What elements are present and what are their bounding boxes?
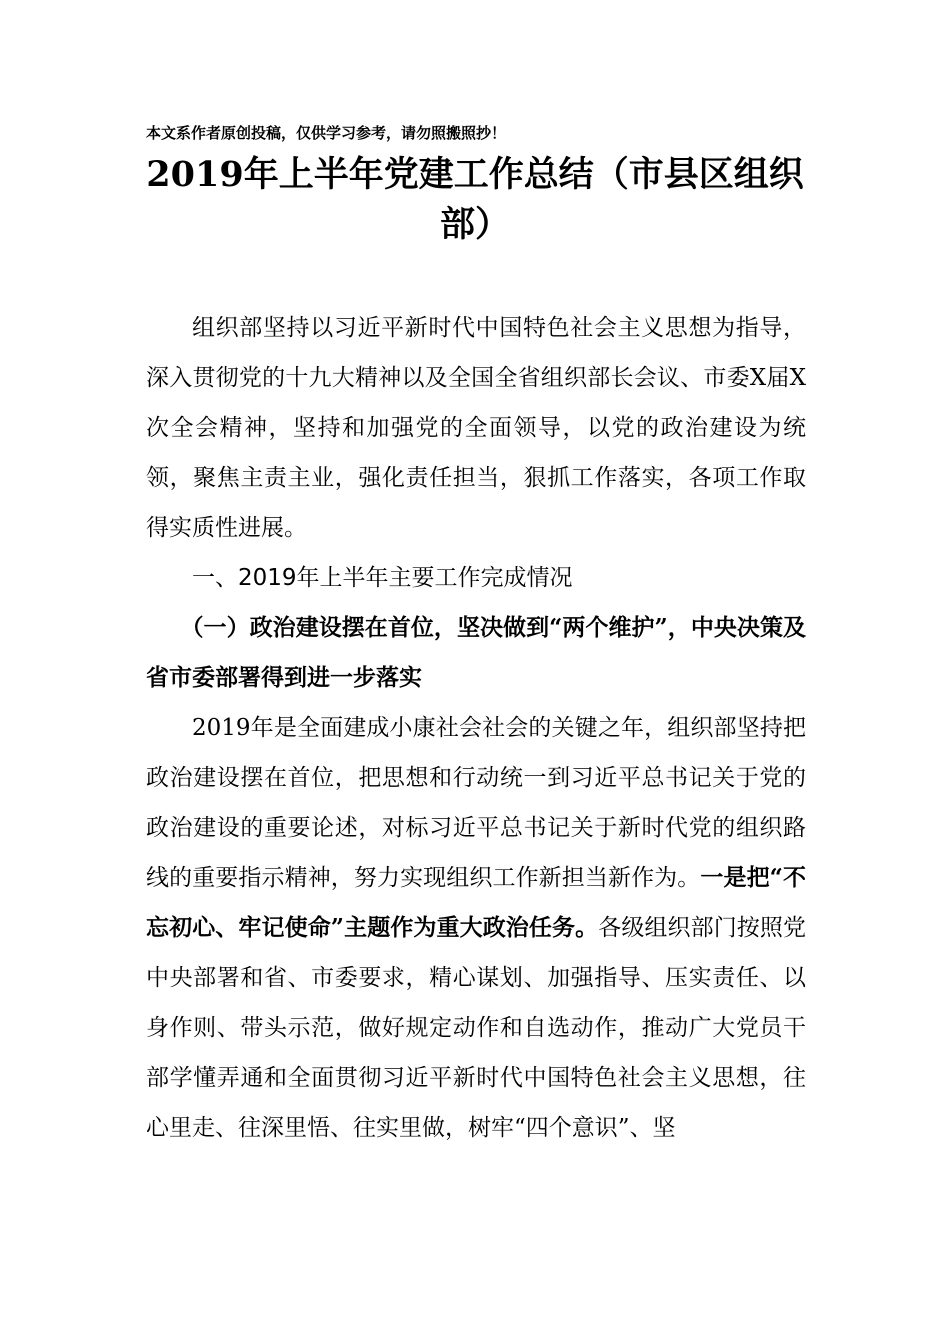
paragraph-text-continued: 各级组织部门按照党中央部署和省、市委要求，精心谋划、加强指导、压实责任、以身作则、带头示范，做好规定动作和自选动作，推动广大党员干部学懂弄通和全面贯彻习近平新时代中国特色社会主义思想，往心里走、往深里悟、往实里做，树牢“四个意识”、坚 <box>146 915 807 1141</box>
document-title: 2019年上半年党建工作总结（市县区组织部） <box>146 154 804 245</box>
body-paragraph <box>146 703 806 1153</box>
document-body <box>146 303 806 1153</box>
copyright-notice: 本文系作者原创投稿，仅供学习参考，请勿照搬照抄！ <box>146 124 507 142</box>
section-heading: 一、2019年上半年主要工作完成情况 <box>192 565 573 591</box>
paragraph-text: 2019年是全面建成小康社会社会的关键之年，组织部坚持把政治建设摆在首位，把思想和行动统一到习近平总书记关于党的政治建设的重要论述，对标习近平总书记关于新时代党的组织路线的重要指示精神，努力实现组织工作新担当新作为。 <box>146 715 806 891</box>
intro-paragraph: 组织部坚持以习近平新时代中国特色社会主义思想为指导，深入贯彻党的十九大精神以及全国全省组织部长会议、市委X届X次全会精神，坚持和加强党的全面领导，以党的政治建设为统领，聚焦主责主业，强化责任担当，狠抓工作落实，各项工作取得实质性进展。 <box>146 315 806 541</box>
paragraph-bold-text: 一是把“不忘初心、牢记使命”主题作为重大政治任务。 <box>146 864 806 941</box>
subsection-heading: （一）政治建设摆在首位，坚决做到“两个维护”，中央决策及省市委部署得到进一步落实 <box>146 614 806 691</box>
